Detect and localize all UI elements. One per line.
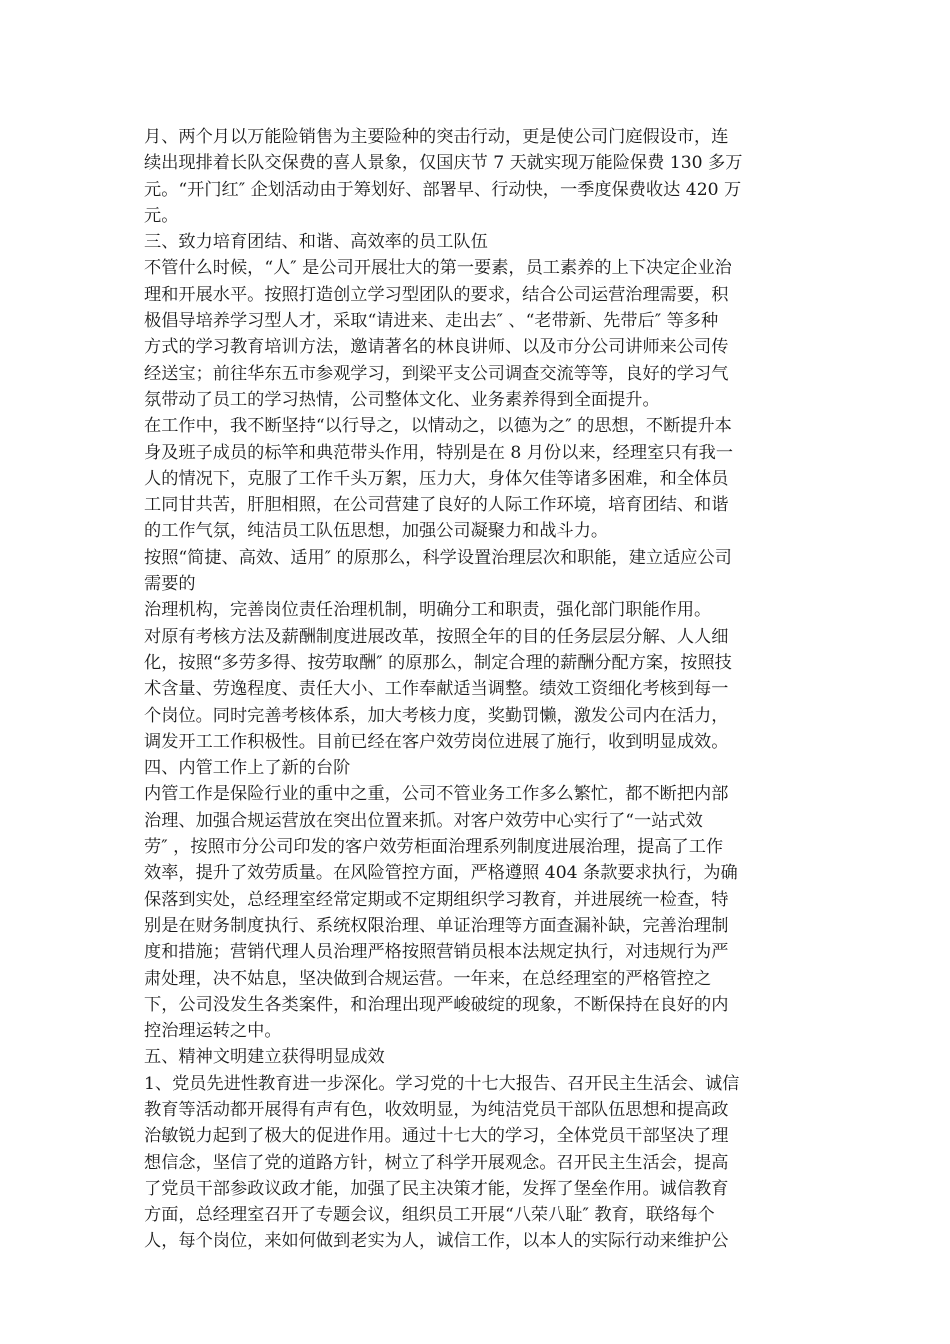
text-line: 元。“开门红″ 企划活动由于筹划好、部署早、行动快，一季度保费收达 420 万 <box>144 179 742 200</box>
section-heading-4: 四、内管工作上了新的台阶 <box>144 758 351 779</box>
text-line: 方面，总经理室召开了专题会议，组织员工开展“八荣八耻″ 教育，联络每个 <box>144 1205 715 1226</box>
text-line: 氛带动了员工的学习热情，公司整体文化、业务素养得到全面提升。 <box>144 389 660 410</box>
text-line: 方式的学习教育培训方法，邀请著名的林良讲师、以及市分公司讲师来公司传 <box>144 337 729 358</box>
text-line: 想信念，坚信了党的道路方针，树立了科学开展观念。召开民主生活会，提高 <box>144 1152 729 1173</box>
text-line: 治理机构，完善岗位责任治理机制，明确分工和职责，强化部门职能作用。 <box>144 600 712 621</box>
text-line: 化，按照“多劳多得、按劳取酬″ 的原那么，制定合理的薪酬分配方案，按照技 <box>144 652 732 673</box>
text-line: 别是在财务制度执行、系统权限治理、单证治理等方面查漏补缺，完善治理制 <box>144 915 729 936</box>
text-line: 肃处理，决不姑息，坚决做到合规运营。一年来，在总经理室的严格管控之 <box>144 968 712 989</box>
text-line: 控治理运转之中。 <box>144 1021 282 1042</box>
text-line: 保落到实处，总经理室经常定期或不定期组织学习教育，并进展统一检查，特 <box>144 889 729 910</box>
text-line: 的工作气氛，纯洁员工队伍思想，加强公司凝聚力和战斗力。 <box>144 521 609 542</box>
text-line: 治敏锐力起到了极大的促进作用。通过十七大的学习，全体党员干部坚决了理 <box>144 1126 729 1147</box>
text-line: 劳″ ，按照市分公司印发的客户效劳柜面治理系列制度进展治理，提高了工作 <box>144 837 724 858</box>
text-line: 调发开工工作积极性。目前已经在客户效劳岗位进展了施行，收到明显成效。 <box>144 731 729 752</box>
text-line: 不管什么时候，“人″ 是公司开展壮大的第一要素，员工素养的上下决定企业治 <box>144 258 732 279</box>
text-line: 教育等活动都开展得有声有色，收效明显，为纯洁党员干部队伍思想和提高政 <box>144 1099 729 1120</box>
text-line: 了党员干部参政议政才能，加强了民主决策才能，发挥了堡垒作用。诚信教育 <box>144 1178 729 1199</box>
text-line: 极倡导培养学习型人才，采取“请进来、走出去″ 、“老带新、先带后″ 等多种 <box>144 311 719 332</box>
text-line: 人的情况下，克服了工作千头万絮，压力大，身体欠佳等诸多困难，和全体员 <box>144 468 729 489</box>
text-line: 度和措施；营销代理人员治理严格按照营销员根本法规定执行，对违规行为严 <box>144 942 729 963</box>
text-line: 效率，提升了效劳质量。在风险管控方面，严格遵照 404 条款要求执行，为确 <box>144 863 738 884</box>
text-line: 续出现排着长队交保费的喜人景象，仅国庆节 7 天就实现万能险保费 130 多万 <box>144 153 743 174</box>
text-line: 需要的 <box>144 574 196 595</box>
text-line: 内管工作是保险行业的重中之重，公司不管业务工作多么繁忙，都不断把内部 <box>144 784 729 805</box>
text-line: 按照“简捷、高效、适用″ 的原那么，科学设置治理层次和职能，建立适应公司 <box>144 547 732 568</box>
text-line: 术含量、劳逸程度、责任大小、工作奉献适当调整。绩效工资细化考核到每一 <box>144 679 729 700</box>
text-line: 工同甘共苦，肝胆相照，在公司营建了良好的人际工作环境，培育团结、和谐 <box>144 495 729 516</box>
text-line: 1、党员先进性教育进一步深化。学习党的十七大报告、召开民主生活会、诚信 <box>144 1073 740 1094</box>
text-line: 对原有考核方法及薪酬制度进展改革，按照全年的目的任务层层分解、人人细 <box>144 626 729 647</box>
section-heading-3: 三、致力培育团结、和谐、高效率的员工队伍 <box>144 232 488 253</box>
text-line: 经送宝；前往华东五市参观学习，到梁平支公司调查交流等等，良好的学习气 <box>144 363 729 384</box>
text-line: 个岗位。同时完善考核体系，加大考核力度，奖勤罚懒，激发公司内在活力， <box>144 705 729 726</box>
text-line: 月、两个月以万能险销售为主要险种的突击行动，更是使公司门庭假设市，连 <box>144 127 729 147</box>
text-line: 在工作中，我不断坚持“以行导之，以情动之，以德为之″ 的思想，不断提升本 <box>144 416 732 437</box>
text-line: 治理、加强合规运营放在突出位置来抓。对客户效劳中心实行了“一站式效 <box>144 810 703 831</box>
section-heading-5: 五、精神文明建立获得明显成效 <box>144 1047 385 1068</box>
text-line: 元。 <box>144 205 179 226</box>
text-line: 理和开展水平。按照打造创立学习型团队的要求，结合公司运营治理需要，积 <box>144 284 729 305</box>
document-body <box>144 124 809 1255</box>
text-line: 下，公司没发生各类案件，和治理出现严峻破绽的现象，不断保持在良好的内 <box>144 994 729 1015</box>
text-line: 人，每个岗位，来如何做到老实为人，诚信工作，以本人的实际行动来维护公 <box>144 1231 729 1252</box>
text-line: 身及班子成员的标竿和典范带头作用，特别是在 8 月份以来，经理室只有我一 <box>144 442 734 463</box>
